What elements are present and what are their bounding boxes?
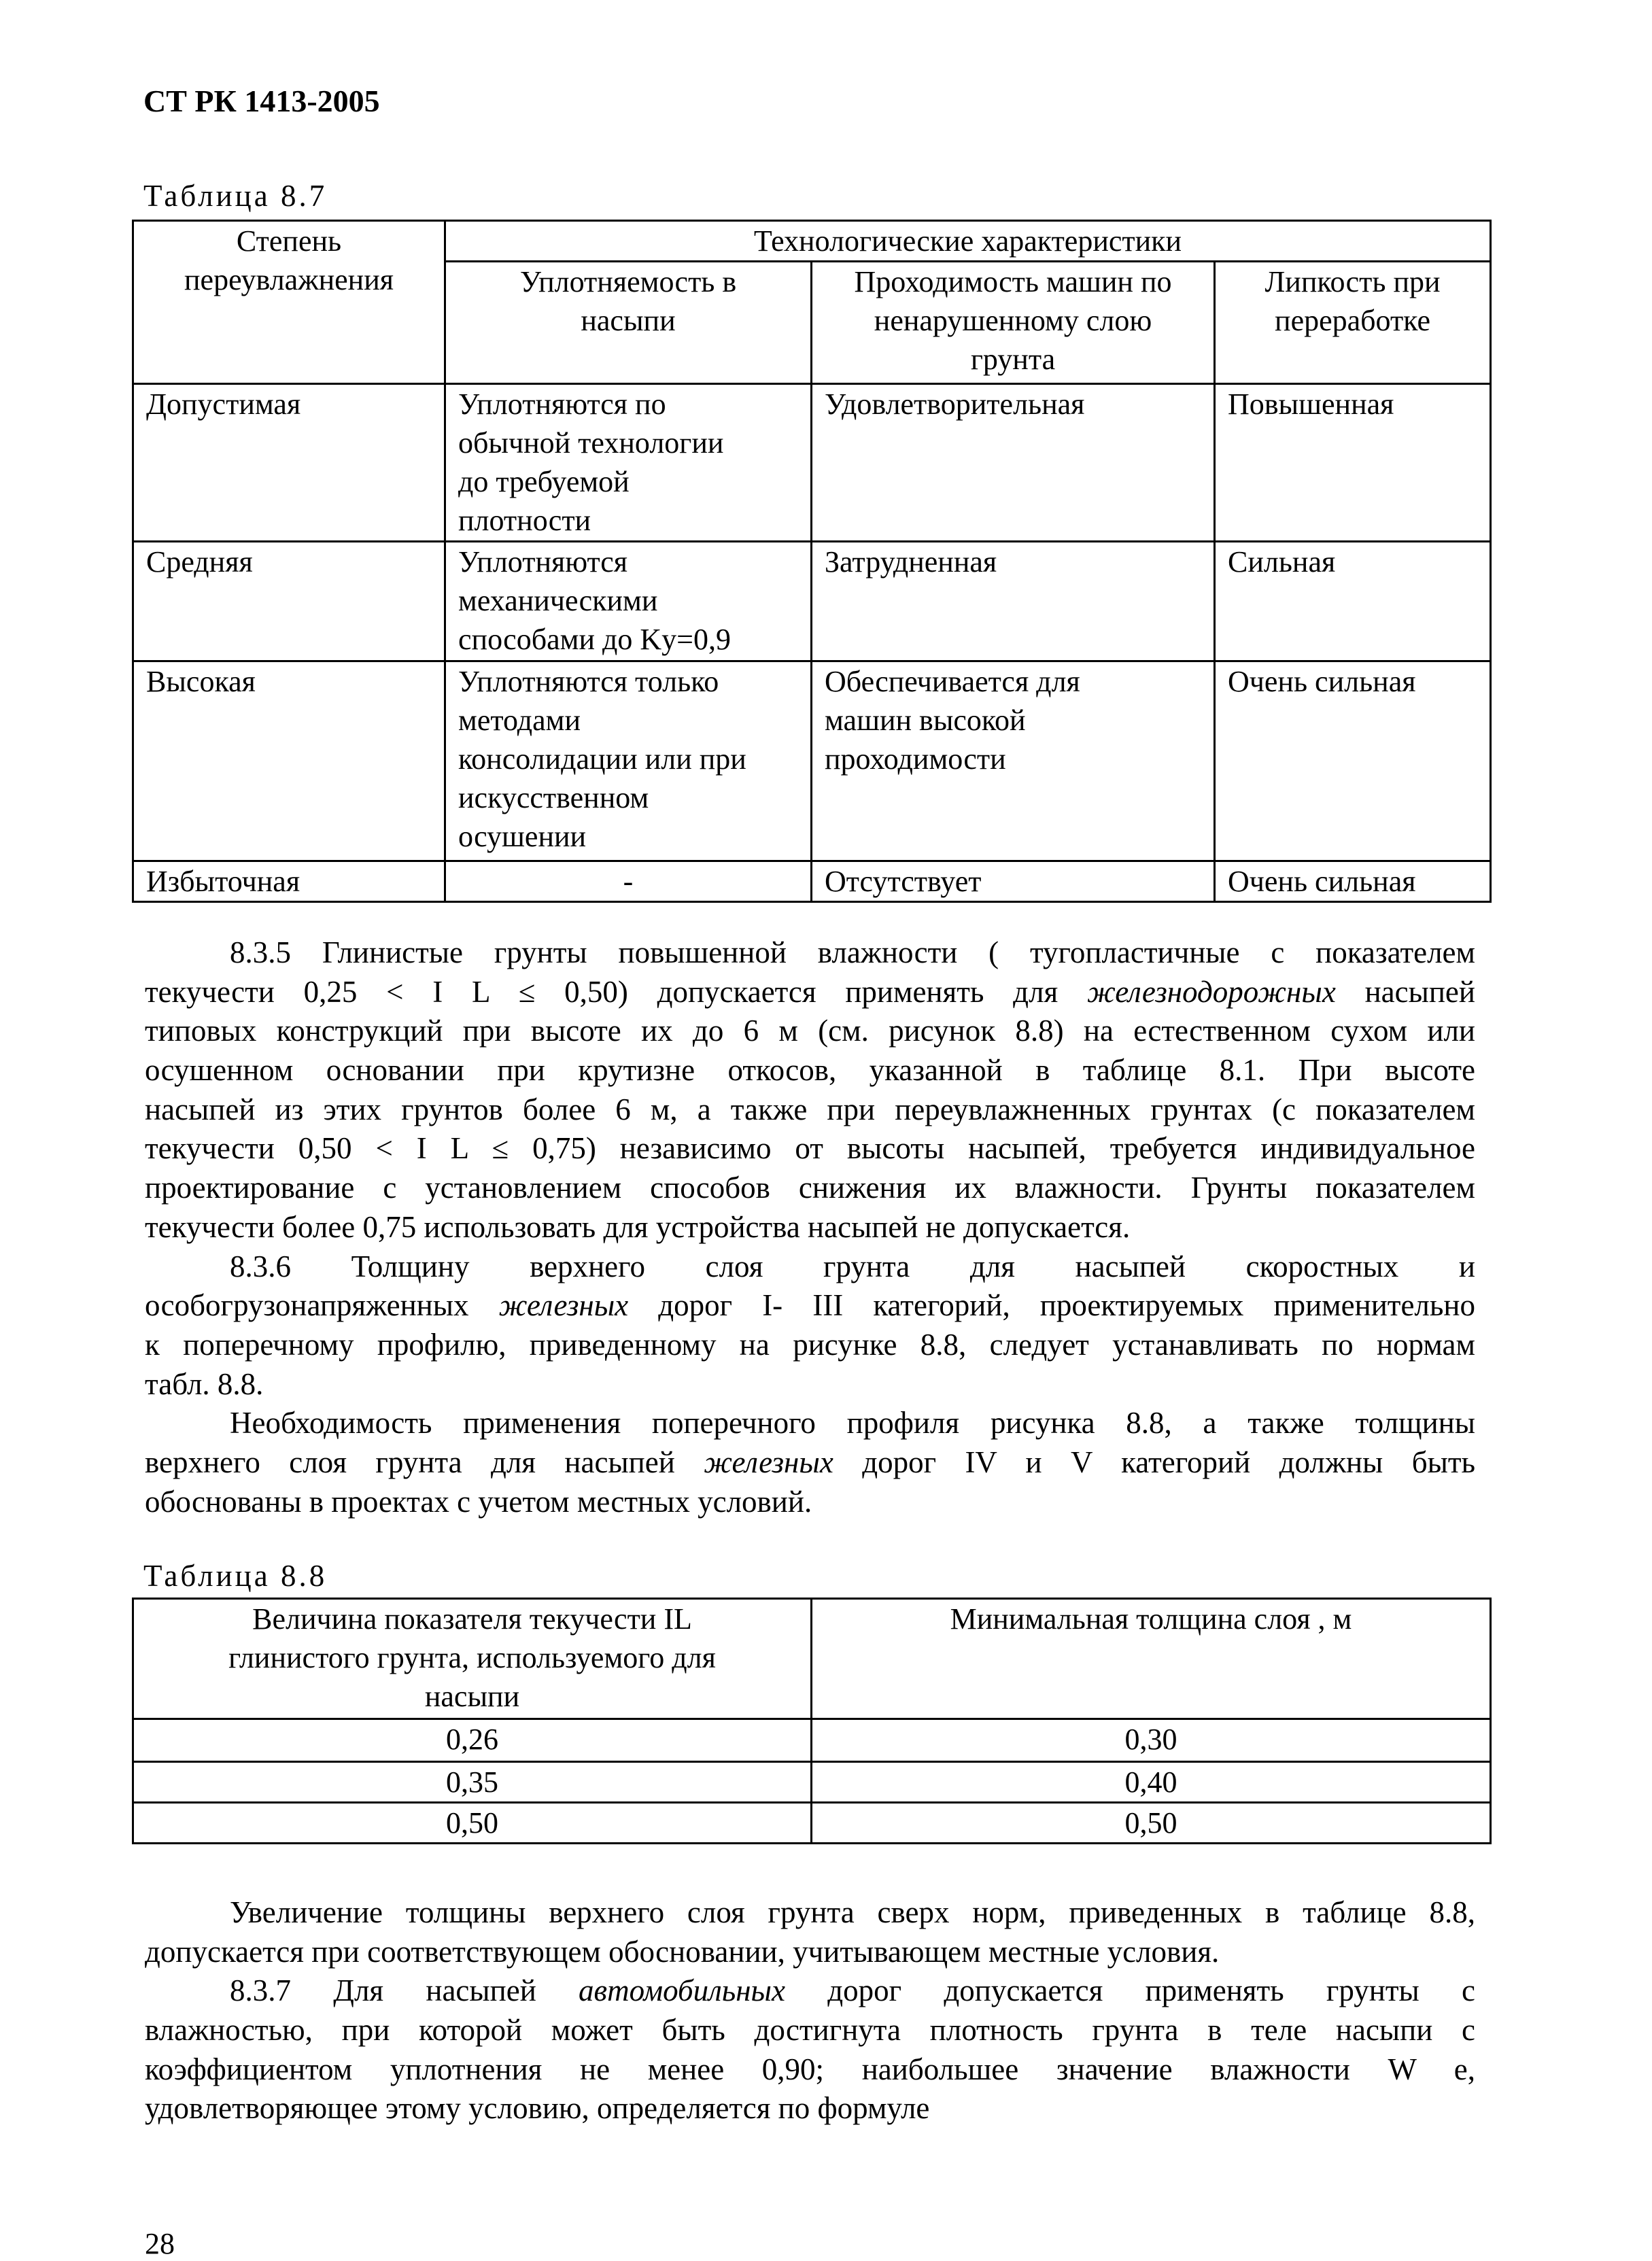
cell: Повышенная <box>1215 384 1491 542</box>
cell: Допустимая <box>133 384 445 542</box>
cell: 0,30 <box>812 1719 1491 1762</box>
text-line <box>145 973 1475 1012</box>
header-wetness-degree: Степень переувлажнения <box>133 221 445 384</box>
text-line <box>145 1893 1475 1933</box>
text-line <box>145 1365 1475 1404</box>
text-line <box>145 1933 1475 1972</box>
cell: Средняя <box>133 542 445 661</box>
page-number: 28 <box>145 2227 175 2260</box>
cell: 0,50 <box>133 1803 812 1844</box>
text-segment: табл. 8.8. <box>145 1366 264 1401</box>
cell: Обеспечивается для машин высокой проходимости <box>812 661 1215 861</box>
header-machine-passability: Проходимость машин по ненарушенному слою грунта <box>812 262 1215 384</box>
text-segment: допускается при соответствующем обосновании, учитывающем местные условия. <box>145 1934 1220 1969</box>
table-8-7 <box>132 220 1492 903</box>
italic-term: железных <box>704 1445 833 1479</box>
text-line <box>145 1443 1475 1483</box>
text-line <box>145 933 1475 973</box>
table-8-8-caption: Таблица 8.8 <box>143 1559 328 1593</box>
text-segment: насыпей из этих грунтов более 6 м, а также при переувлажненных грунтах (с показателем <box>145 1092 1475 1126</box>
text-segment: осушенном основании при крутизне откосов, указанной в таблице 8.1. При высоте <box>145 1053 1475 1088</box>
header-compactability: Уплотняемость в насыпи <box>445 262 812 384</box>
text-line <box>145 1051 1475 1090</box>
cell: Избыточная <box>133 861 445 902</box>
text-segment: к поперечному профилю, приведенному на рисунке 8.8, следует устанавливать по нормам <box>145 1327 1475 1362</box>
text-segment: верхнего слоя грунта для насыпей <box>145 1445 704 1479</box>
table-row <box>133 1762 1491 1803</box>
header-tech-characteristics: Технологические характеристики <box>445 221 1491 262</box>
cell: Высокая <box>133 661 445 861</box>
header-min-thickness: Минимальная толщина слоя , м <box>812 1599 1491 1719</box>
text-line <box>145 2011 1475 2050</box>
italic-term: железных <box>498 1288 629 1323</box>
table-row <box>133 542 1491 661</box>
text-block-section-8-3-7 <box>145 1893 1475 2128</box>
table-row <box>133 1803 1491 1844</box>
table-row <box>133 1719 1491 1762</box>
cell: Уплотняются по обычной технологии до требуемой плотности <box>445 384 812 542</box>
cell: Удовлетворительная <box>812 384 1215 542</box>
cell: Сильная <box>1215 542 1491 661</box>
cell: Уплотняются только методами консолидации или при искусственном осушении <box>445 661 812 861</box>
text-line <box>145 1169 1475 1208</box>
text-line <box>145 1247 1475 1287</box>
header-liquidity-index: Величина показателя текучести IL глинистого грунта, используемого для насыпи <box>133 1599 812 1719</box>
italic-term: железнодорожных <box>1087 974 1336 1009</box>
text-segment: 8.3.5 Глинистые грунты повышенной влажности ( тугопластичные с показателем <box>230 935 1475 969</box>
text-line <box>145 1208 1475 1247</box>
table-8-7-caption: Таблица 8.7 <box>143 179 328 213</box>
italic-term: автомобильных <box>579 1973 785 2008</box>
text-segment: 8.3.7 Для насыпей <box>230 1973 579 2008</box>
text-segment: текучести 0,25 < I L ≤ 0,50) допускается применять для <box>145 974 1087 1009</box>
text-line <box>145 1326 1475 1365</box>
cell: - <box>445 861 812 902</box>
document-id-header: СТ РК 1413-2005 <box>143 84 380 118</box>
text-line <box>145 1971 1475 2011</box>
text-segment: Необходимость применения поперечного профиля рисунка 8.8, а также толщины <box>230 1406 1475 1440</box>
text-segment: дорог I- III категорий, проектируемых применительно <box>628 1288 1475 1323</box>
cell: Уплотняются механическими способами до Kу=0,9 <box>445 542 812 661</box>
text-block-sections-8-3-5-to-8-3-6 <box>145 933 1475 1521</box>
text-segment: дорог IV и V категорий должны быть <box>833 1445 1476 1479</box>
text-segment: проектирование с установлением способов снижения их влажности. Грунты показателем <box>145 1171 1475 1205</box>
text-segment: дорог допускается применять грунты с <box>785 1973 1476 2008</box>
text-segment: насыпей <box>1335 974 1475 1009</box>
text-line <box>145 2050 1475 2090</box>
cell: 0,50 <box>812 1803 1491 1844</box>
header-stickiness: Липкость при переработке <box>1215 262 1491 384</box>
text-segment: влажностью, при которой может быть достигнута плотность грунта в теле насыпи с <box>145 2013 1475 2048</box>
cell: 0,40 <box>812 1762 1491 1803</box>
cell: Отсутствует <box>812 861 1215 902</box>
text-segment: текучести 0,50 < I L ≤ 0,75) независимо от высоты насыпей, требуется индивидуальное <box>145 1131 1475 1166</box>
table-8-8 <box>132 1598 1492 1844</box>
text-line <box>145 1404 1475 1443</box>
table-row <box>133 384 1491 542</box>
cell: Затрудненная <box>812 542 1215 661</box>
text-line <box>145 1483 1475 1522</box>
text-segment: удовлетворяющее этому условию, определяется по формуле <box>145 2091 930 2126</box>
text-segment: особогрузонапряженных <box>145 1288 499 1323</box>
text-segment: типовых конструкций при высоте их до 6 м (см. рисунок 8.8) на естественном сухом или <box>145 1014 1475 1048</box>
text-line <box>145 1012 1475 1051</box>
text-segment: коэффициентом уплотнения не менее 0,90; наибольшее значение влажности W е, <box>145 2052 1475 2086</box>
cell: 0,35 <box>133 1762 812 1803</box>
table-row <box>133 861 1491 902</box>
text-line <box>145 1129 1475 1169</box>
text-line <box>145 2089 1475 2128</box>
text-segment: обоснованы в проектах с учетом местных условий. <box>145 1484 812 1519</box>
text-segment: Увеличение толщины верхнего слоя грунта сверх норм, приведенных в таблице 8.8, <box>230 1895 1475 1929</box>
text-line <box>145 1090 1475 1130</box>
table-row <box>133 661 1491 861</box>
cell: 0,26 <box>133 1719 812 1762</box>
cell: Очень сильная <box>1215 861 1491 902</box>
cell: Очень сильная <box>1215 661 1491 861</box>
text-segment: 8.3.6 Толщину верхнего слоя грунта для насыпей скоростных и <box>230 1249 1475 1283</box>
text-line <box>145 1286 1475 1326</box>
text-segment: текучести более 0,75 использовать для устройства насыпей не допускается. <box>145 1209 1131 1244</box>
